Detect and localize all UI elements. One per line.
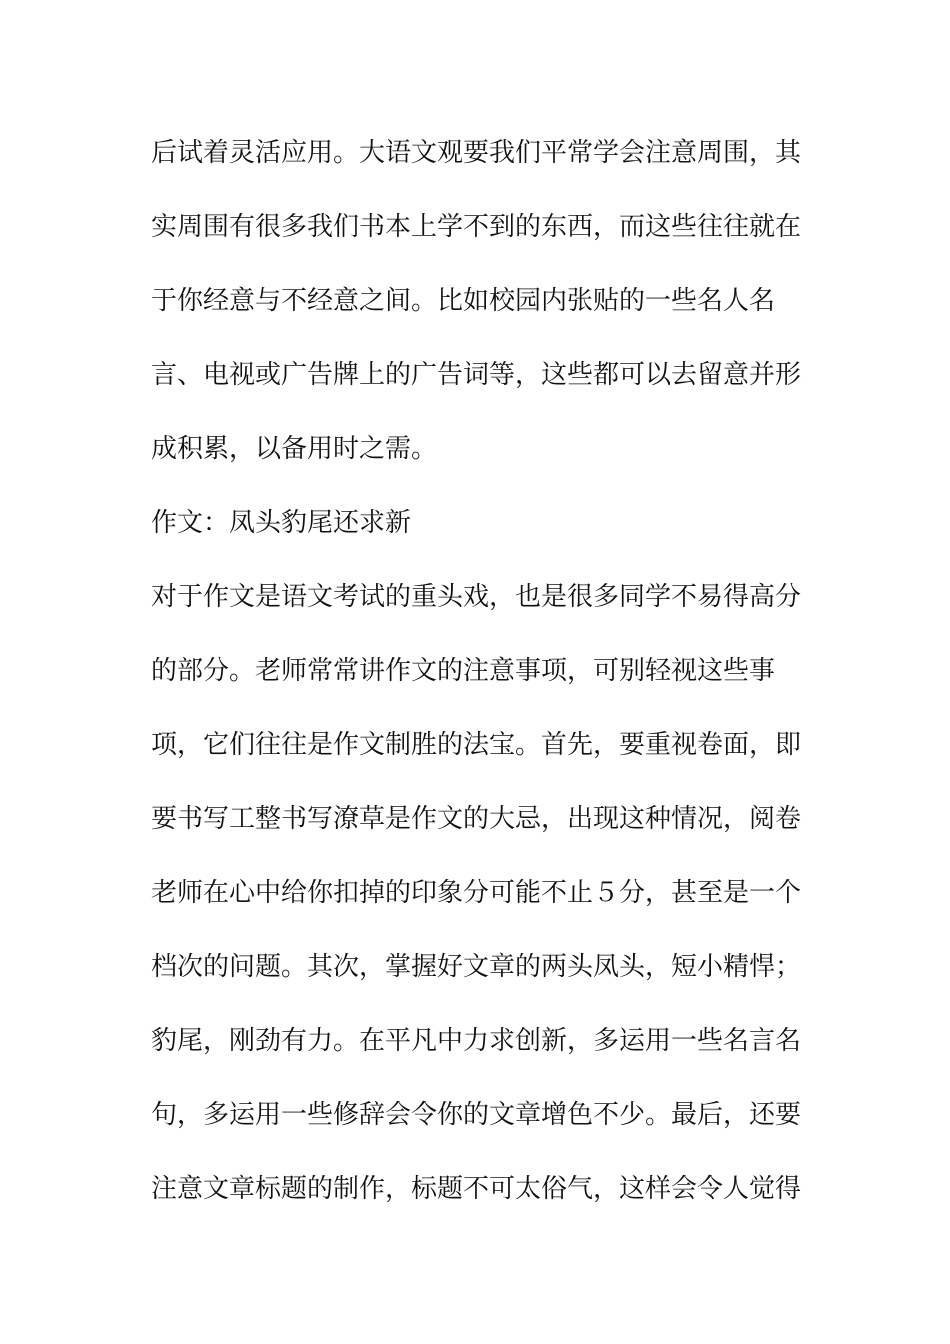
paragraph-line: 老师在心中给你扣掉的印象分可能不止５分，甚至是一个	[151, 878, 802, 908]
paragraph-line: 言、电视或广告牌上的广告词等，这些都可以去留意并形	[151, 360, 802, 390]
paragraph-line: 对于作文是语文考试的重头戏，也是很多同学不易得高分	[151, 582, 802, 612]
paragraph-line: 于你经意与不经意之间。比如校园内张贴的一些名人名	[151, 286, 776, 316]
paragraph-line: 档次的问题。其次，掌握好文章的两头凤头，短小精悍；	[151, 952, 802, 982]
paragraph-line: 实周围有很多我们书本上学不到的东西，而这些往往就在	[151, 212, 802, 242]
paragraph-line: 句，多运用一些修辞会令你的文章增色不少。最后，还要	[151, 1100, 802, 1130]
paragraph-line: 要书写工整书写潦草是作文的大忌，出现这种情况，阅卷	[151, 804, 802, 834]
paragraph-line: 后试着灵活应用。大语文观要我们平常学会注意周围，其	[151, 138, 802, 168]
paragraph-line: 成积累，以备用时之需。	[151, 434, 438, 464]
paragraph-line: 注意文章标题的制作，标题不可太俗气，这样会令人觉得	[151, 1174, 802, 1204]
section-heading: 作文：凤头豹尾还求新	[151, 508, 412, 538]
paragraph-line: 项，它们往往是作文制胜的法宝。首先，要重视卷面，即	[151, 730, 802, 760]
paragraph-line: 的部分。老师常常讲作文的注意事项，可别轻视这些事	[151, 656, 776, 686]
paragraph-line: 豹尾，刚劲有力。在平凡中力求创新，多运用一些名言名	[151, 1026, 802, 1056]
